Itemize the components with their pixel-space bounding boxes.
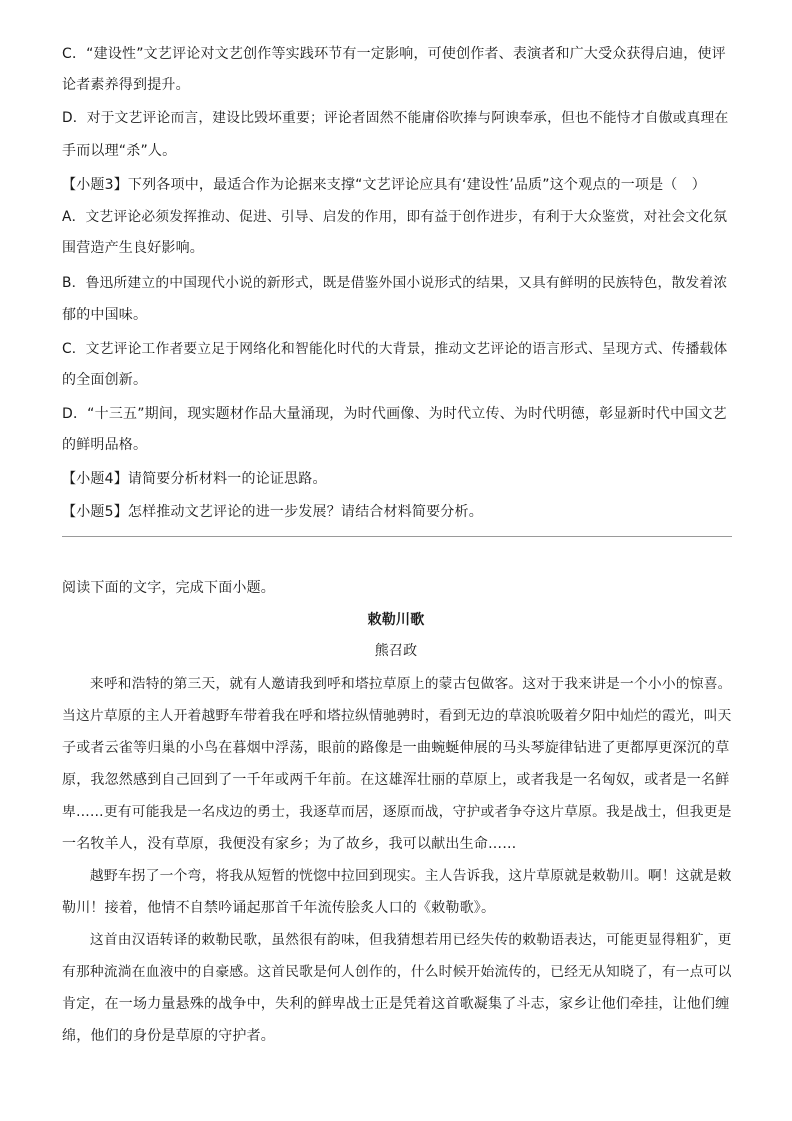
paragraph-3-line-1: 这首由汉语转译的敕勒民歌，虽然很有韵味，但我猜想若用已经失传的敕勒语表达，可能更显得粗犷，更 bbox=[62, 932, 732, 948]
q3-option-d-line-2: 的鲜明品格。 bbox=[62, 437, 148, 453]
option-d-line-1: D．对于文艺评论而言，建设比毁坏重要；评论者固然不能庸俗吹捧与阿谀奉承，但也不能恃才自傲或真理在 bbox=[62, 110, 729, 126]
option-d-line-2: 手而以理“杀”人。 bbox=[62, 143, 177, 159]
article-title: 敕勒川歌 bbox=[367, 612, 425, 628]
option-c-line-1: C．“建设性”文艺评论对文艺创作等实践环节有一定影响，可使创作者、表演者和广大受众获得启迪，使评 bbox=[62, 46, 726, 62]
paragraph-1-line-3: 子或者云雀等归巢的小鸟在暮烟中浮荡，眼前的路像是一曲蜿蜒伸展的马头琴旋律钻进了更都厚更深沉的草 bbox=[62, 740, 730, 756]
q3-option-a-line-1: A．文艺评论必须发挥推动、促进、引导、启发的作用，即有益于创作进步，有利于大众鉴赏，对社会文化氛 bbox=[62, 209, 728, 225]
question-4: 【小题4】请简要分析材料一的论证思路。 bbox=[62, 471, 327, 487]
question-5: 【小题5】怎样推动文艺评论的进一步发展？请结合材料简要分析。 bbox=[62, 504, 483, 520]
paragraph-3-line-4: 绵，他们的身份是草原的守护者。 bbox=[62, 1028, 275, 1044]
q3-option-c-line-2: 的全面创新。 bbox=[62, 372, 148, 388]
option-c-line-2: 论者素养得到提升。 bbox=[62, 77, 190, 93]
reading-instruction: 阅读下面的文字，完成下面小题。 bbox=[62, 580, 275, 596]
paragraph-1-line-4: 原，我忽然感到自己回到了一千年或两千年前。在这雄浑壮丽的草原上，或者我是一名匈奴，或者是一名鲜 bbox=[62, 772, 730, 788]
q3-option-a-line-2: 围营造产生良好影响。 bbox=[62, 240, 204, 256]
article-author: 熊召政 bbox=[374, 643, 418, 659]
paragraph-1-line-1: 来呼和浩特的第三天，就有人邀请我到呼和塔拉草原上的蒙古包做客。这对于我来讲是一个小小的惊喜。 bbox=[62, 676, 732, 692]
question-3-stem: 【小题3】下列各项中，最适合作为论据来支撑“文艺评论应具有‘建设性’品质”这个观点的一项是（ ） bbox=[62, 177, 706, 193]
q3-option-b-line-1: B．鲁迅所建立的中国现代小说的新形式，既是借鉴外国小说形式的结果，又具有鲜明的民族特色，散发着浓 bbox=[62, 275, 728, 291]
paragraph-2-line-2: 勒川！接着，他情不自禁吟诵起那首千年流传脍炙人口的《敕勒歌》。 bbox=[62, 900, 496, 916]
paragraph-2-line-1: 越野车拐了一个弯，将我从短暂的恍惚中拉回到现实。主人告诉我，这片草原就是敕勒川。啊！这就是敕 bbox=[62, 868, 732, 884]
section-divider bbox=[62, 536, 732, 537]
paragraph-3-line-2: 有那种流淌在血液中的自豪感。这首民歌是何人创作的，什么时候开始流传的，已经无从知晓了，有一点可以 bbox=[62, 964, 732, 980]
paragraph-1-line-2: 当这片草原的主人开着越野车带着我在呼和塔拉纵情驰骋时，看到无边的草浪吮吸着夕阳中灿烂的霞光，叫天 bbox=[62, 708, 732, 724]
q3-option-c-line-1: C．文艺评论工作者要立足于网络化和智能化时代的大背景，推动文艺评论的语言形式、呈现方式、传播载体 bbox=[62, 341, 728, 357]
q3-option-d-line-1: D．“十三五”期间，现实题材作品大量涌现，为时代画像、为时代立传、为时代明德，彰显新时代中国文艺 bbox=[62, 406, 727, 422]
paragraph-1-line-5: 卑……更有可能我是一名戍边的勇士，我逐草而居，逐原而战，守护或者争夺这片草原。我是战士，但我更是 bbox=[62, 804, 732, 820]
paragraph-3-line-3: 肯定，在一场力量悬殊的战争中，失利的鲜卑战士正是凭着这首歌凝集了斗志，家乡让他们牵挂，让他们缠 bbox=[62, 996, 730, 1012]
paragraph-1-line-6: 一名牧羊人，没有草原，我便没有家乡；为了故乡，我可以献出生命…… bbox=[62, 836, 517, 852]
q3-option-b-line-2: 郁的中国味。 bbox=[62, 307, 148, 323]
